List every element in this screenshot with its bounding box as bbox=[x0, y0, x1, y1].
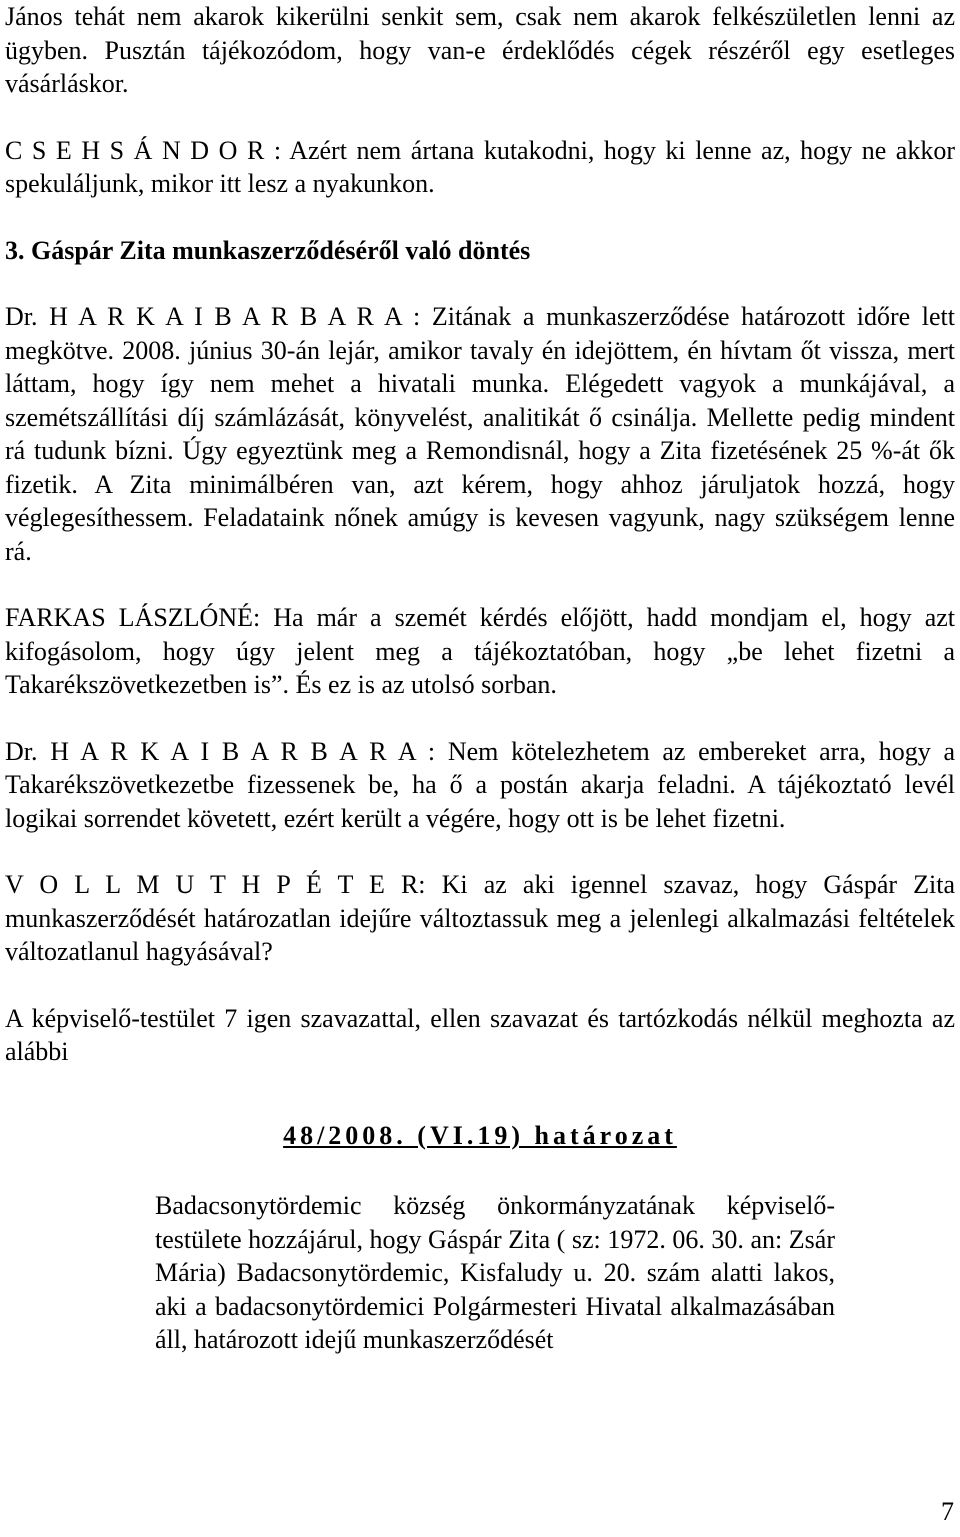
paragraph-vote: A képviselő-testület 7 igen szavazattal, ellen szavazat és tartózkodás nélkül meghozta az alábbi bbox=[5, 1003, 955, 1066]
speech-text: Ki az aki igennel szavaz, hogy Gáspár Zita munkaszerződését határozatlan idejűre változtassuk meg a jelenlegi alkalmazási feltételek változatlanul hagyásával? bbox=[5, 870, 956, 966]
paragraph-vollmuth bbox=[5, 868, 955, 969]
page-number: 7 bbox=[941, 1497, 954, 1526]
speaker-name: Dr. H A R K A I B A R B A R A : bbox=[5, 736, 436, 766]
document-page bbox=[5, 0, 955, 1357]
paragraph-cseh-sandor bbox=[5, 134, 955, 201]
speech-text: Azért nem ártana kutakodni, hogy ki lenne az, hogy ne akkor spekuláljunk, mikor itt lesz a nyakunkon. bbox=[5, 135, 956, 198]
resolution-text: Badacsonytördemic község önkormányzatának képviselő-testülete hozzájárul, hogy Gáspár Zita ( sz: 1972. 06. 30. an: Zsár Mária) Badacsonytördemic, Kisfaludy u. 20. szám alatti lakos, aki a badacsonytördemici Polgármesteri Hivatal alkalmazásában áll, határozott idejű munkaszerződését bbox=[155, 1191, 835, 1354]
speaker-name: Dr. H A R K A I B A R B A R A : bbox=[5, 302, 421, 331]
paragraph-farkas: FARKAS LÁSZLÓNÉ: Ha már a szemét kérdés előjött, hadd mondjam el, hogy azt kifogásolom, hogy úgy jelent meg a tájékoztatóban, hogy „be lehet fizetni a Takarékszövetkezetben is”. És ez is az utolsó sorban. bbox=[5, 603, 955, 699]
section-heading: 3. Gáspár Zita munkaszerződéséről való döntés bbox=[5, 235, 531, 265]
paragraph-harkai-1 bbox=[5, 300, 955, 568]
resolution-title: 48/2008. (VI.19) határozat bbox=[283, 1120, 677, 1150]
paragraph-harkai-2 bbox=[5, 735, 955, 836]
speech-text: Nem kötelezhetem az embereket arra, hogy a Takarékszövetkezetbe fizessenek be, ha ő a postán akarja feladni. A tájékoztató levél logikai sorrendet követett, ezért került a végére, hogy ott is be lehet fizetni. bbox=[5, 736, 955, 833]
speech-text: Zitának a munkaszerződése határozott időre lett megkötve. 2008. június 30-án lejár, amikor tavaly én idejöttem, én hívtam őt vissza, mert láttam, hogy így nem mehet a hivatali munka. Elégedett vagyok a munkájával, a szemétszállítási díj számlázását, könyvelést, analitikát ő csinálja. Mellette pedig mindent rá tudunk bízni. Úgy egyeztünk meg a Remondisnál, hogy a Zita fizetésének 25 %-át ők fizetik. A Zita minimálbéren van, azt kérem, hogy ahhoz járuljatok hozzá, hogy véglegesíthessem. Feladataink nőnek amúgy is kevesen vagyunk, nagy szükségem lenne rá. bbox=[5, 302, 956, 566]
paragraph-intro: János tehát nem akarok kikerülni senkit sem, csak nem akarok felkészületlen lenni az ügyben. Pusztán tájékozódom, hogy van-e érdeklődés cégek részéről egy esetleges vásárláskor. bbox=[5, 2, 955, 98]
speaker-name: V O L L M U T H P É T E R: bbox=[5, 870, 426, 899]
speaker-name: C S E H S Á N D O R : bbox=[5, 135, 282, 165]
